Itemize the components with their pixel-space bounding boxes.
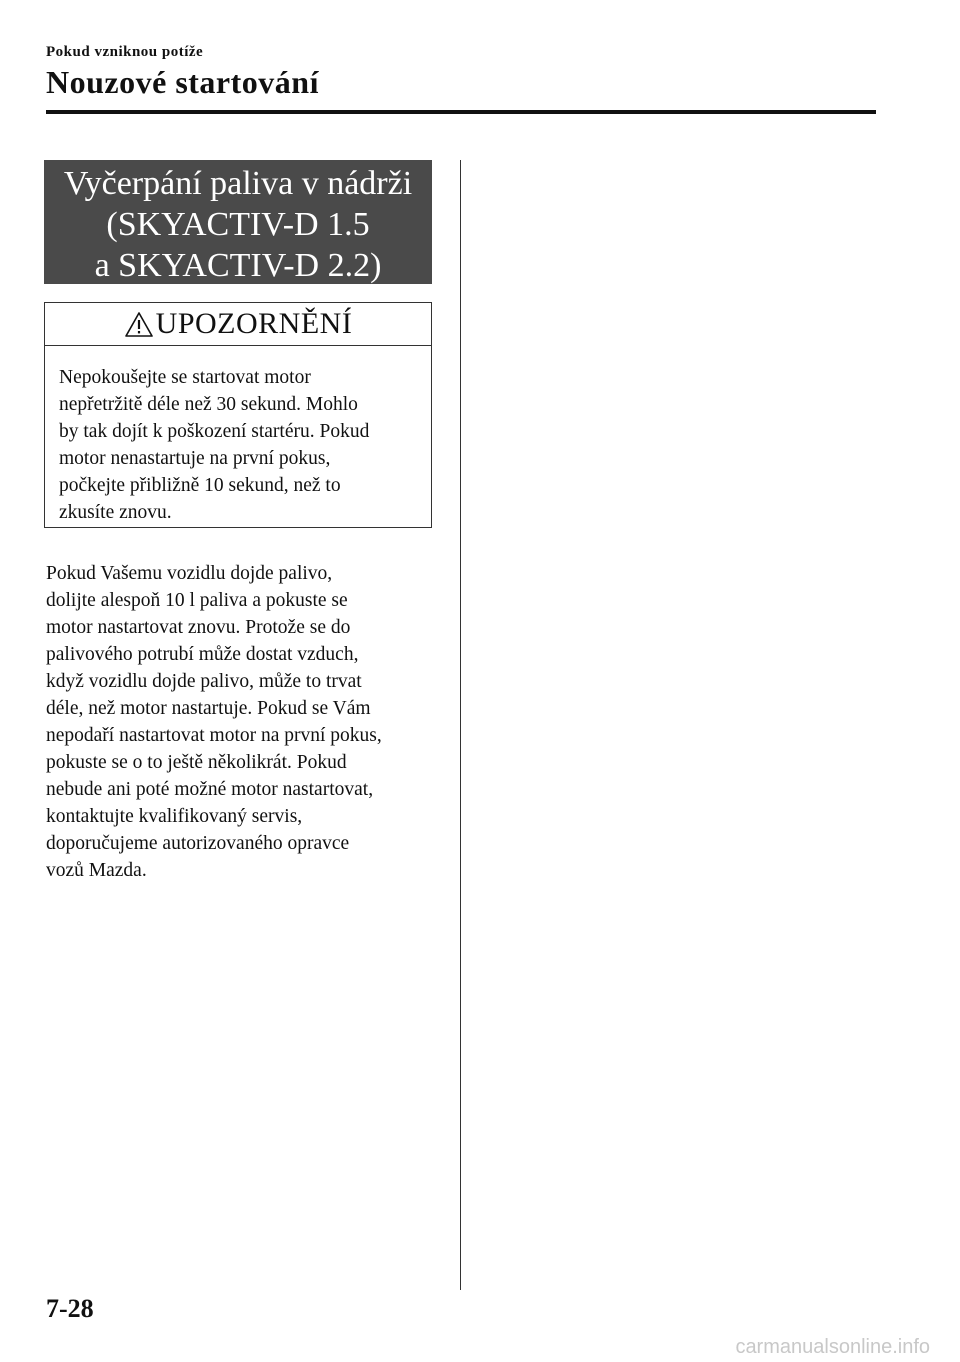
body-line: palivového potrubí může dostat vzduch, xyxy=(46,644,359,665)
watermark: carmanualsonline.info xyxy=(735,1336,930,1358)
caution-line: Nepokoušejte se startovat motor xyxy=(59,367,311,388)
body-text xyxy=(46,560,446,884)
body-line: doporučujeme autorizovaného opravce xyxy=(46,833,350,854)
caution-line: motor nenastartuje na první pokus, xyxy=(59,448,331,469)
caution-line: by tak dojít k poškození startéru. Pokud xyxy=(59,421,370,442)
body-line: motor nastartovat znovu. Protože se do xyxy=(46,617,351,638)
body-line: když vozidlu dojde palivo, může to trvat xyxy=(46,671,362,692)
body-line: déle, než motor nastartuje. Pokud se Vám xyxy=(46,698,371,719)
page-number: 7-28 xyxy=(46,1294,94,1323)
body-line: kontaktujte kvalifikovaný servis, xyxy=(46,806,303,827)
caution-box xyxy=(44,302,432,528)
column-divider xyxy=(460,160,461,1290)
caution-line: nepřetržitě déle než 30 sekund. Mohlo xyxy=(59,394,358,415)
title-rule xyxy=(46,110,876,114)
body-line: nepodaří nastartovat motor na první pokus, xyxy=(46,725,382,746)
breadcrumb: Pokud vzniknou potíže xyxy=(46,44,204,60)
caution-line: zkusíte znovu. xyxy=(59,502,172,523)
body-line: nebude ani poté možné motor nastartovat, xyxy=(46,779,374,800)
body-line: dolijte alespoň 10 l paliva a pokuste se xyxy=(46,590,348,611)
warning-triangle-icon xyxy=(124,311,154,338)
caution-text xyxy=(45,346,431,526)
section-heading xyxy=(44,160,432,284)
body-line: pokuste se o to ještě několikrát. Pokud xyxy=(46,752,347,773)
caution-label: UPOZORNĚNÍ xyxy=(155,307,353,340)
caution-line: počkejte přibližně 10 sekund, než to xyxy=(59,475,341,496)
body-line: vozů Mazda. xyxy=(46,860,147,881)
body-line: Pokud Vašemu vozidlu dojde palivo, xyxy=(46,563,333,584)
page-title: Nouzové startování xyxy=(46,64,319,100)
section-heading-line: a SKYACTIV-D 2.2) xyxy=(94,247,382,284)
section-heading-line: (SKYACTIV-D 1.5 xyxy=(106,206,370,243)
section-heading-line: Vyčerpání paliva v nádrži xyxy=(63,165,413,202)
caution-header xyxy=(45,303,431,346)
